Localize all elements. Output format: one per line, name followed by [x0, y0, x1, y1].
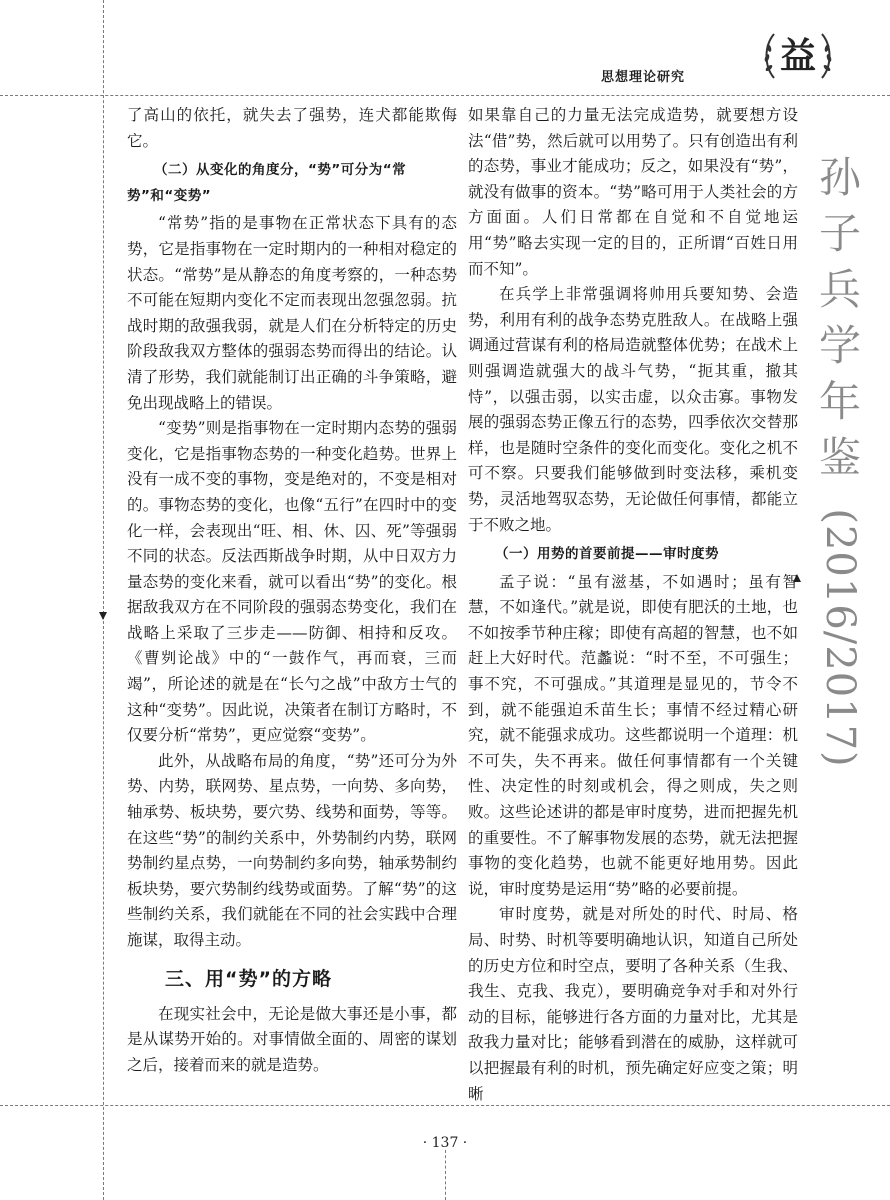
- bottom-center-dashed-line: [445, 1150, 446, 1200]
- side-title-char: 子: [818, 209, 861, 258]
- subheading: （二）从变化的角度分，“势”可分为“常势”和“变势”: [127, 162, 407, 204]
- running-head: 思想理论研究: [601, 70, 686, 85]
- section-heading: 三、用“势”的方略: [165, 967, 332, 990]
- paragraph: 此外，从战略布局的角度，“势”还可分为外势、内势，联网势、星点势，一向势、多向势，轴承势、板块势，要穴势、线势和面势，等等。在这些“势”的制约关系中，外势制约内势，联网势制约星点势，一向势制约多向势，轴承势制约板块势，要穴势制约线势或面势。了解“势”的这些制约关系，我们就能在不同的社会实践中合理施谋，取得主动。: [127, 751, 457, 949]
- top-dashed-line: [0, 95, 890, 96]
- side-title-char: 年: [818, 377, 861, 426]
- left-column: [127, 103, 457, 1078]
- side-title-char: 学: [818, 321, 861, 370]
- paragraph: 孟子说：“虽有滋基，不如遇时；虽有智慧，不如逢代。”就是说，即使有肥沃的土地，也不如按季节种庄稼；即使有高超的智慧，也不如赶上大好时代。范蠡说：“时不至，不可强生；事不究，不可强成。”其道理是显见的，节令不到，就不能强迫禾苗生长；事情不经过精心研究，就不能强求成功。这些都说明一个道理：机不可失，失不再来。做任何事情都有一个关键性、决定性的时刻或机会，得之则成，失之则败。这些论述讲的都是审时度势，进而把握先机的重要性。不了解事物发展的态势，就无法把握事物的变化趋势，也就不能更好地用势。因此说，审时度势是运用“势”略的必要前提。: [468, 572, 798, 898]
- paragraph: “变势”则是指事物在一定时期内态势的强弱变化，它是指事物态势的一种变化趋势。世界上没有一成不变的事物，变是绝对的，不变是相对的。事物态势的变化，也像“五行”在四时中的变化一样，会表现出“旺、相、休、囚、死”等强弱不同的状态。反法西斯战争时期，从中日双方力量态势的变化来看，就可以看出“势”的变化。根据敌我双方在不同阶段的强弱态势变化，我们在战略上采取了三步走——防御、相持和反攻。《曹刿论战》中的“一鼓作气，再而衰，三而竭”，所论述的就是在“长勺之战”中敌方士气的这种“变势”。因此说，决策者在制订方略时，不仅要分析“常势”，更应觉察“变势”。: [127, 419, 457, 745]
- paragraph: 审时度势，就是对所处的时代、时局、格局、时势、时机等要明确地认识，知道自己所处的历史方位和时空点，要明了各种关系（生我、我生、克我、我克），要明确竞争对手和对外行动的目标，能够进行各方面的力量对比，尤其是敌我力量对比；能够看到潜在的威胁，这样就可以把握最有利的时机，预先确定好应变之策；明晰: [468, 905, 798, 1103]
- right-column: [468, 103, 798, 1107]
- journal-logo-icon: [760, 18, 836, 94]
- paragraph: 在现实社会中，无论是做大事还是小事，都是从谋势开始的。对事情做全面的、周密的谋划之后，接着而来的就是造势。: [127, 1004, 457, 1074]
- side-title: [816, 150, 864, 788]
- subheading: （一）用势的首要前提——审时度势: [495, 546, 719, 563]
- logo-glyph: 益: [779, 36, 817, 77]
- side-title-char: 鉴: [818, 433, 861, 482]
- left-margin-dashed-line: [103, 0, 104, 1200]
- side-title-year: (2016/2017): [817, 508, 863, 768]
- side-title-year-wrap: [816, 488, 864, 788]
- paragraph: “常势”指的是事物在正常状态下具有的态势，它是指事物在一定时期内的一种相对稳定的状态。“常势”是从静态的角度考察的，一种态势不可能在短期内变化不定而表现出忽强忽弱。抗战时期的敌强我弱，就是人们在分析特定的历史阶段敌我双方整体的强弱态势而得出的结论。认清了形势，我们就能制订出正确的斗争策略，避免出现战略上的错误。: [127, 214, 457, 412]
- side-title-char: 兵: [818, 265, 861, 314]
- paragraph: 了高山的依托，就失去了强势，连犬都能欺侮它。: [127, 106, 457, 150]
- paragraph: 在兵学上非常强调将帅用兵要知势、会造势，利用有利的战争态势克胜敌人。在战略上强调通过营谋有利的格局造就整体优势；在战术上则强调造就强大的战斗气势，“扼其重，撤其恃”，以强击弱，以实击虚，以众击寡。事物发展的强弱态势正像五行的态势，四季依次交替那样，也是随时空条件的变化而变化。变化之机不可不察。只要我们能够做到时变法移，乘机变势，灵活地驾驭态势，无论做任何事情，都能立于不败之地。: [468, 285, 798, 534]
- paragraph: 如果靠自己的力量无法完成造势，就要想方设法“借”势，然后就可以用势了。只有创造出有利的态势，事业才能成功；反之，如果没有“势”，就没有做事的资本。“势”略可用于人类社会的方方面面。人们日常都在自觉和不自觉地运用“势”略去实现一定的目的，正所谓“百姓日用而不知”。: [468, 106, 798, 278]
- side-title-char: 孙: [818, 153, 861, 202]
- page-number: · 137 ·: [422, 1135, 468, 1151]
- left-margin-arrow-icon: [99, 612, 107, 620]
